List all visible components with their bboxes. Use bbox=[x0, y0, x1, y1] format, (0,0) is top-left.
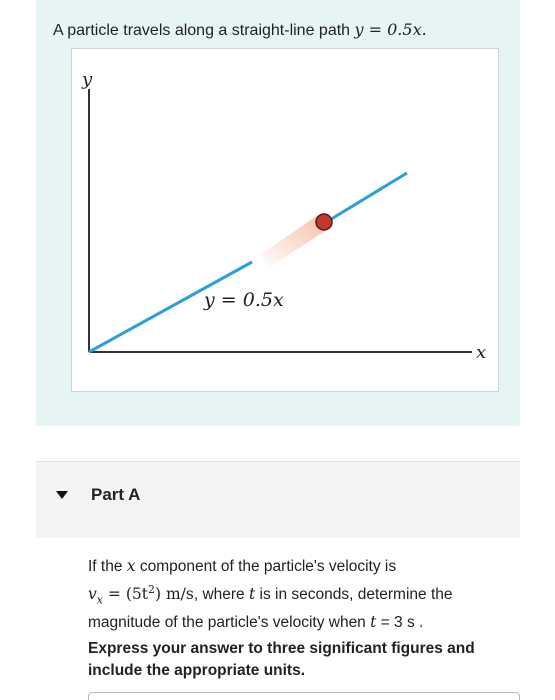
problem-statement bbox=[53, 20, 427, 40]
question-variable: t bbox=[370, 613, 377, 632]
question-text: If the bbox=[88, 558, 127, 575]
question-line-3 bbox=[88, 611, 528, 634]
y-axis-label: y bbox=[82, 69, 93, 90]
figure bbox=[71, 48, 499, 392]
particle bbox=[316, 214, 332, 230]
question-text: component of the particle's velocity is bbox=[135, 558, 397, 575]
problem-card bbox=[36, 0, 520, 426]
part-a-question bbox=[88, 555, 528, 634]
question-variable: x bbox=[126, 557, 136, 575]
question-text: magnitude of the particle's velocity when bbox=[88, 614, 371, 632]
part-a-header[interactable] bbox=[36, 461, 520, 538]
velocity-exponent: 2 bbox=[147, 583, 155, 596]
answer-instruction: Express your answer to three significant figures and include the appropriate units. bbox=[88, 640, 475, 679]
velocity-units: ) m/s bbox=[154, 585, 194, 604]
velocity-expression: = (5t bbox=[102, 585, 148, 604]
question-line-2 bbox=[88, 578, 528, 611]
path-line-upper bbox=[328, 173, 407, 221]
figure-diagram bbox=[72, 49, 498, 391]
x-axis-label: x bbox=[476, 342, 487, 363]
caret-down-icon[interactable] bbox=[56, 491, 68, 499]
answer-input-box[interactable] bbox=[88, 692, 520, 700]
velocity-symbol: v bbox=[88, 585, 97, 604]
problem-statement-equation: y = 0.5x. bbox=[354, 20, 427, 39]
question-line-1 bbox=[88, 555, 528, 578]
part-a-title: Part A bbox=[91, 485, 141, 504]
question-text: is in seconds, determine the bbox=[255, 586, 453, 604]
line-equation-label: y = 0.5x bbox=[204, 289, 284, 311]
question-variable: t bbox=[248, 585, 256, 604]
question-text: = 3 s . bbox=[376, 614, 424, 632]
problem-statement-text: A particle travels along a straight-line path bbox=[53, 22, 355, 39]
velocity-subscript: x bbox=[96, 593, 103, 607]
question-text: , where bbox=[193, 586, 249, 604]
